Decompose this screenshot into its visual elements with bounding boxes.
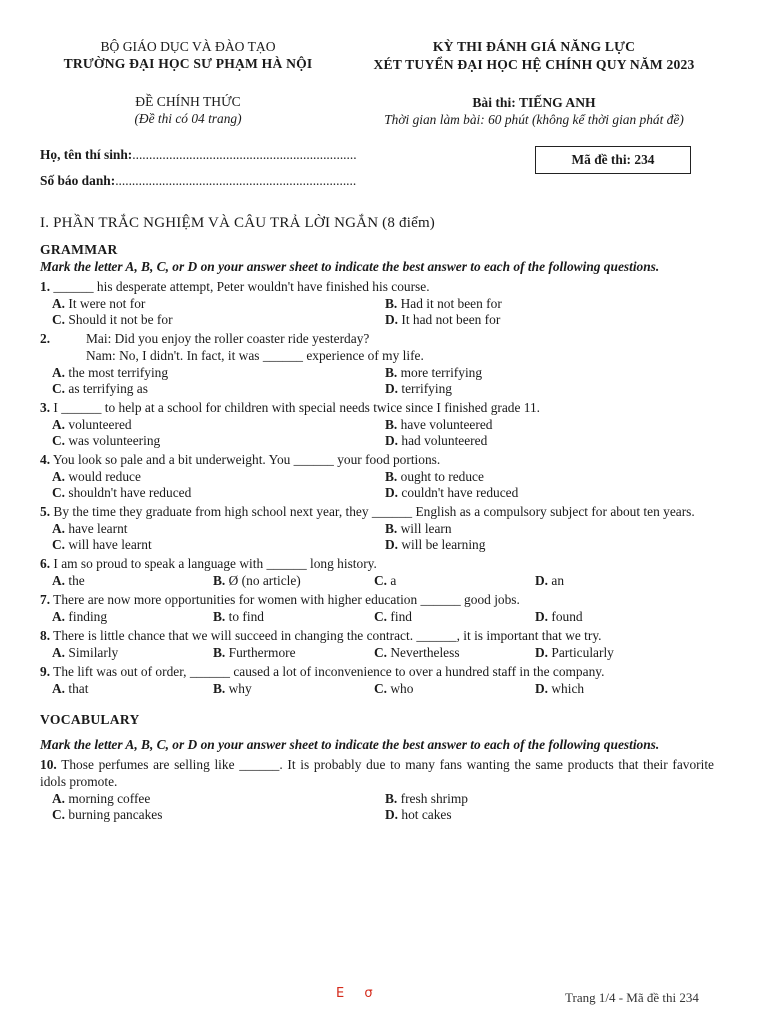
option[interactable]: B. to find [213, 609, 264, 624]
university-name: TRƯỜNG ĐẠI HỌC SƯ PHẠM HÀ NỘI [63, 56, 313, 71]
option[interactable]: C. a [374, 573, 397, 588]
option[interactable]: D. It had not been for [385, 312, 501, 327]
option[interactable]: C. who [374, 681, 414, 696]
option[interactable]: B. Furthermore [213, 645, 296, 660]
options [40, 573, 714, 589]
option[interactable]: A. finding [52, 609, 108, 624]
question: 9. The lift was out of order, ______ caused a lot of inconvenience to over a hundred staff in the company. [40, 664, 605, 679]
question: 3. I ______ to help at a school for children with special needs twice since I finished grade 11. [40, 400, 541, 415]
section-title-grammar: GRAMMAR [40, 242, 118, 257]
option[interactable]: B. ought to reduce [385, 469, 484, 484]
option[interactable]: C. Should it not be for [52, 312, 173, 327]
options [40, 681, 714, 697]
candidate-name-line[interactable]: Họ, tên thí sinh:................................................................... [40, 147, 357, 162]
header-right [336, 38, 732, 128]
options [40, 791, 714, 823]
subject-title: Bài thi: TIẾNG ANH [472, 95, 596, 110]
option[interactable]: A. volunteered [52, 417, 132, 432]
option[interactable]: B. fresh shrimp [385, 791, 468, 806]
question: 2. Mai: Did you enjoy the roller coaster ride yesterday? Nam: No, I didn't. In fact, it was ______ experience of my life. [40, 331, 424, 363]
question: 1. ______ his desperate attempt, Peter wouldn't have finished his course. [40, 279, 430, 294]
option[interactable]: D. hot cakes [385, 807, 452, 822]
option[interactable]: C. shouldn't have reduced [52, 485, 192, 500]
option[interactable]: A. the [52, 573, 85, 588]
option[interactable]: D. couldn't have reduced [385, 485, 519, 500]
official-label: ĐỀ CHÍNH THỨC [135, 94, 241, 109]
question: 8. There is little chance that we will succeed in changing the contract. ______, it is important that we try. [40, 628, 602, 643]
option[interactable]: B. Ø (no article) [213, 573, 301, 588]
option[interactable]: A. Similarly [52, 645, 119, 660]
option[interactable]: D. an [535, 573, 565, 588]
options [40, 521, 714, 553]
option[interactable]: D. will be learning [385, 537, 486, 552]
option[interactable]: A. It were not for [52, 296, 146, 311]
question: 6. I am so proud to speak a language with ______ long history. [40, 556, 377, 571]
ministry-name: BỘ GIÁO DỤC VÀ ĐÀO TẠO [100, 39, 276, 54]
options [40, 417, 714, 449]
part-title: I. PHẦN TRẮC NGHIỆM VÀ CÂU TRẢ LỜI NGẮN (8 điểm) [40, 215, 436, 231]
exam-name: KỲ THI ĐÁNH GIÁ NĂNG LỰC [432, 39, 636, 54]
option[interactable]: A. morning coffee [52, 791, 151, 806]
page-footer: Trang 1/4 - Mã đề thi 234 [565, 990, 699, 1005]
option[interactable]: D. found [535, 609, 583, 624]
options [40, 469, 714, 501]
candidate-id-line[interactable]: Số báo danh:........................................................................ [40, 173, 357, 188]
option[interactable]: C. find [374, 609, 412, 624]
question: 10. Those perfumes are selling like ______. It is probably due to many fans wanting the same products that their favorite idols promote. [40, 757, 714, 789]
red-mark: E σ [336, 986, 381, 1001]
option[interactable]: B. Had it not been for [385, 296, 502, 311]
options [40, 609, 714, 625]
candidate-info [40, 142, 357, 194]
section-title-vocabulary: VOCABULARY [40, 712, 140, 727]
option[interactable]: C. Nevertheless [374, 645, 460, 660]
option[interactable]: B. will learn [385, 521, 452, 536]
exam-content [40, 213, 714, 823]
admission-title: XÉT TUYỂN ĐẠI HỌC HỆ CHÍNH QUY NĂM 2023 [373, 57, 695, 72]
option[interactable]: C. will have learnt [52, 537, 152, 552]
options [40, 296, 714, 328]
header-left [40, 38, 336, 127]
option[interactable]: C. burning pancakes [52, 807, 163, 822]
option[interactable]: A. would reduce [52, 469, 141, 484]
instruction-grammar: Mark the letter A, B, C, or D on your answer sheet to indicate the best answer to each of the following questions. [40, 259, 660, 274]
instruction-vocabulary: Mark the letter A, B, C, or D on your answer sheet to indicate the best answer to each of the following questions. [40, 737, 660, 752]
options [40, 645, 714, 661]
question: 7. There are now more opportunities for women with higher education ______ good jobs. [40, 592, 520, 607]
option[interactable]: D. Particularly [535, 645, 614, 660]
option[interactable]: A. have learnt [52, 521, 128, 536]
question: 5. By the time they graduate from high school next year, they ______ English as a compulsory subject for about ten years. [40, 504, 695, 519]
option[interactable]: D. had volunteered [385, 433, 488, 448]
option[interactable]: C. was volunteering [52, 433, 161, 448]
option[interactable]: A. that [52, 681, 89, 696]
option[interactable]: D. terrifying [385, 381, 452, 396]
options [40, 365, 714, 397]
option[interactable]: B. more terrifying [385, 365, 483, 380]
exam-code-box: Mã đề thi: 234 [535, 146, 691, 174]
page-count-note: (Đề thi có 04 trang) [134, 111, 242, 126]
question: 4. You look so pale and a bit underweight. You ______ your food portions. [40, 452, 441, 467]
option[interactable]: B. why [213, 681, 252, 696]
option[interactable]: A. the most terrifying [52, 365, 169, 380]
time-note: Thời gian làm bài: 60 phút (không kể thời gian phát đề) [384, 112, 684, 127]
option[interactable]: C. as terrifying as [52, 381, 148, 396]
option[interactable]: D. which [535, 681, 585, 696]
option[interactable]: B. have volunteered [385, 417, 493, 432]
